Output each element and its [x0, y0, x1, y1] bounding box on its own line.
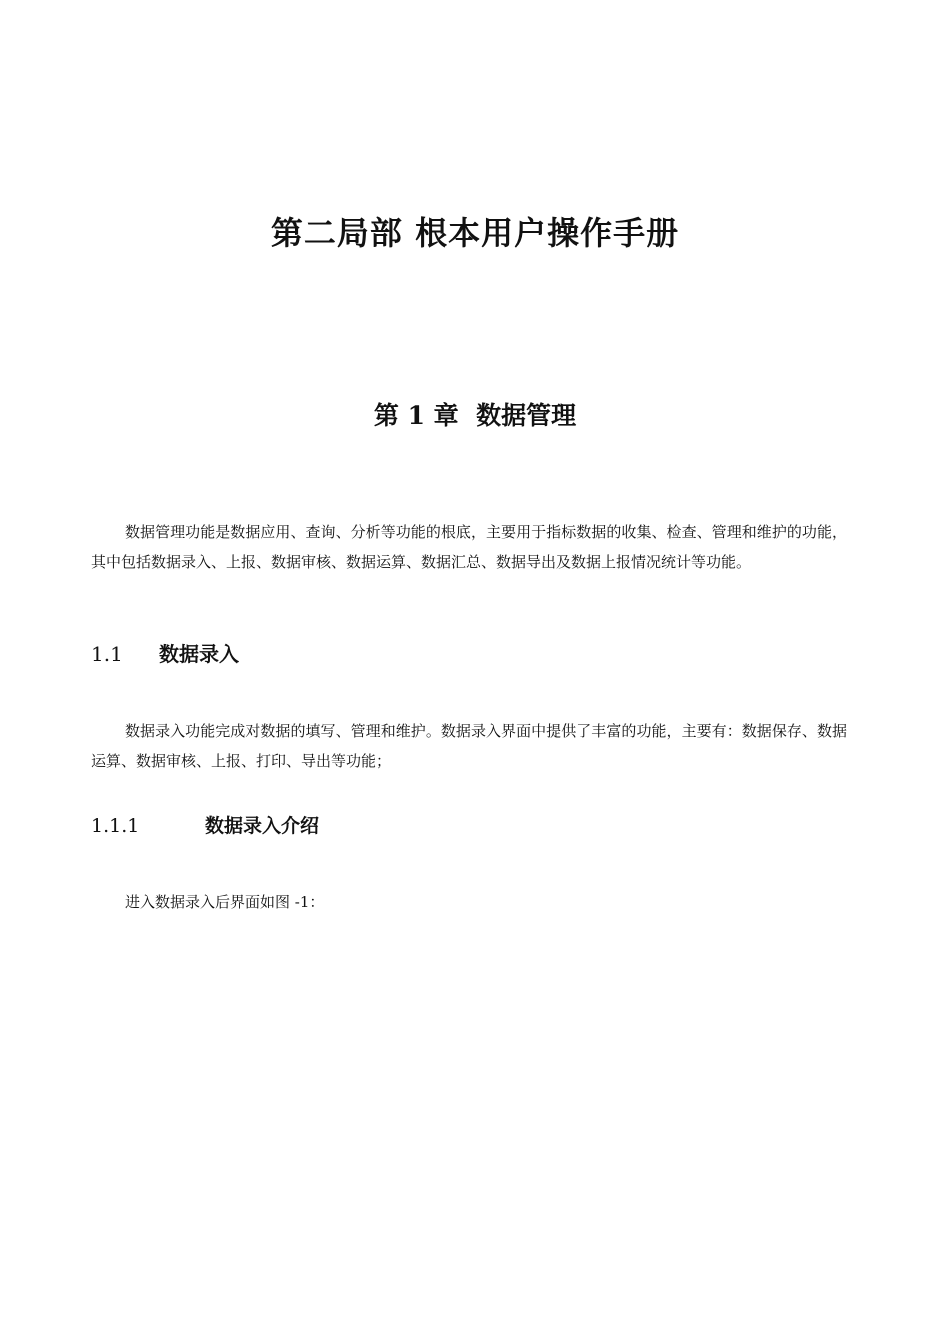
- section-heading-1-1-1: [91, 812, 319, 840]
- section-heading-1-1: [91, 640, 239, 668]
- chapter-heading: [0, 396, 950, 436]
- intro-paragraph: 数据管理功能是数据应用、查询、分析等功能的根底，主要用于指标数据的收集、检查、管理和维护的功能，其中包括数据录入、上报、数据审核、数据运算、数据汇总、数据导出及数据上报情况统计等功能。: [91, 523, 847, 571]
- section-1-1-1-paragraph: 进入数据录入后界面如图 -1：: [125, 893, 325, 911]
- subsection-number: 1.1.1: [91, 815, 140, 837]
- chapter-label: 第 1 章: [373, 401, 459, 430]
- part-title: 第二局部 根本用户操作手册: [270, 214, 680, 252]
- subsection-title: 数据录入介绍: [205, 815, 320, 837]
- section-title: 数据录入: [159, 642, 239, 666]
- section-1-1-paragraph: 数据录入功能完成对数据的填写、管理和维护。数据录入界面中提供了丰富的功能，主要有：数据保存、数据运算、数据审核、上报、打印、导出等功能；: [91, 722, 847, 770]
- section-number: 1.1: [91, 642, 123, 666]
- chapter-title: 数据管理: [476, 401, 577, 430]
